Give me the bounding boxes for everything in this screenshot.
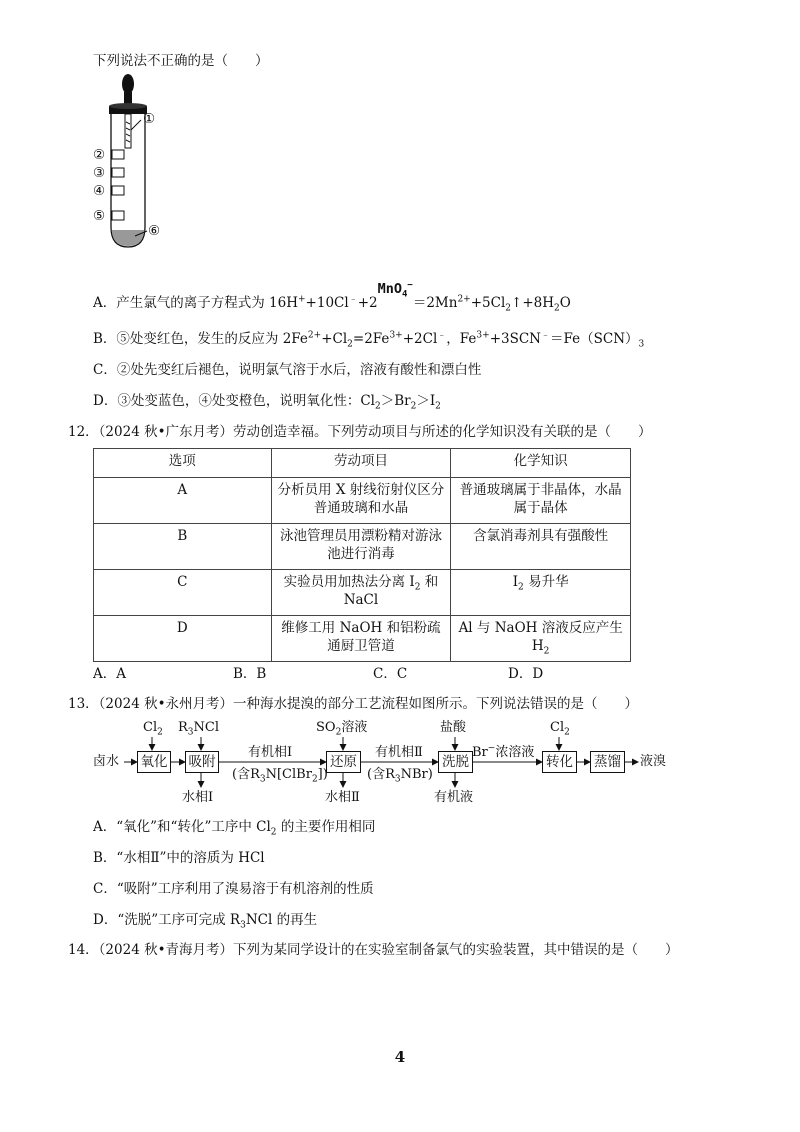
flow-org1-note: (含$R_3N[ClBr_2]$) — [232, 767, 328, 785]
flow-arrows — [0, 715, 800, 810]
flow-end: 液溴 — [640, 754, 667, 769]
flow-box-elution: 洗脱 — [438, 751, 473, 773]
label-5: ⑤ — [93, 208, 106, 224]
flow-hcl: 盐酸 — [440, 720, 467, 735]
q12-table — [93, 448, 631, 662]
flow-org2-note: (含$R_3NBr$) — [367, 767, 433, 785]
page-number: 4 — [394, 1048, 406, 1066]
q11-option-d: D．③处变蓝色，④处变橙色，说明氧化性：$Cl_2>Br_2>I_2$ — [93, 393, 441, 412]
flow-org1: 有机相Ⅰ — [248, 745, 293, 760]
q12-answer-a: A．A — [93, 666, 126, 682]
table-header: 劳动项目 — [271, 449, 451, 478]
table-header: 选项 — [94, 449, 272, 478]
q13-option-b: B．“水相Ⅱ”中的溶质为 HCl — [93, 850, 265, 866]
flow-start: 卤水 — [93, 754, 120, 769]
flow-org2: 有机相Ⅱ — [375, 745, 423, 760]
label-1: ① — [143, 111, 156, 127]
table-header-row — [94, 449, 631, 478]
table-row — [94, 616, 631, 662]
q14-stem: 14．（2024 秋•青海月考）下列为某同学设计的在实验室制备氯气的实验装置，其中错误的是（ ） — [68, 942, 679, 958]
flow-box-distillation: 蒸馏 — [590, 751, 625, 773]
flow-box-reduction: 还原 — [326, 751, 361, 773]
q11-option-b: B．⑤处变红色，发生的反应为 $2Fe^{2+}+Cl_2=2Fe^{3+}+2Cl^﹣$，$Fe^{3+}+3SCN^﹣=Fe(SCN)_3$ — [93, 330, 645, 350]
label-6: ⑥ — [148, 223, 161, 239]
flow-r3ncl: $R_3NCl$ — [178, 720, 220, 738]
q12-answer-b: B．B — [233, 666, 267, 682]
q11-option-c: C．②处先变红后褪色，说明氯气溶于水后，溶液有酸性和漂白性 — [93, 362, 482, 378]
table-cell: B — [94, 524, 272, 570]
table-cell: 泳池管理员用漂粉精对游泳池进行消毒 — [271, 524, 451, 570]
table-cell: C — [94, 570, 272, 616]
q13-option-d: D．“洗脱”工序可完成 $R_3NCl$ 的再生 — [93, 912, 318, 931]
q12-answer-d: D．D — [508, 666, 544, 682]
flow-water2: 水相Ⅱ — [325, 790, 360, 805]
flow-cl2-2: $Cl_2$ — [550, 720, 570, 738]
table-cell: 维修工用 NaOH 和铝粉疏通厨卫管道 — [271, 616, 451, 662]
flow-cl2-1: $Cl_2$ — [143, 720, 163, 738]
table-row — [94, 570, 631, 616]
q12-answer-c: C．C — [373, 666, 408, 682]
q13-stem: 13．（2024 秋•永州月考）一种海水提溴的部分工艺流程如图所示。下列说法错误的是（ ） — [68, 696, 639, 712]
table-cell: 普通玻璃属于非晶体，水晶属于晶体 — [451, 478, 631, 524]
q13-option-c: C．“吸附”工序利用了溴易溶于有机溶剂的性质 — [93, 881, 374, 897]
flow-water1: 水相Ⅰ — [182, 790, 214, 805]
label-4: ④ — [93, 183, 106, 199]
label-3: ③ — [93, 165, 106, 181]
flow-br-solution: Br−浓溶液 — [472, 743, 535, 760]
table-row — [94, 478, 631, 524]
table-cell: A — [94, 478, 272, 524]
label-2: ② — [93, 147, 106, 163]
table-header: 化学知识 — [451, 449, 631, 478]
flow-box-adsorption: 吸附 — [185, 751, 219, 773]
q11-option-a: A．产生氯气的离子方程式为 $16H^++10Cl^﹣+2MnO_4^-=2Mn^{2+}+5Cl_2↑+8H_2O$ — [93, 280, 571, 314]
flow-so2: $SO_2$溶液 — [316, 720, 368, 738]
flow-box-conversion: 转化 — [542, 751, 577, 773]
table-cell: 实验员用加热法分离 $I_2$ 和 NaCl — [271, 570, 451, 616]
q11-stem: 下列说法不正确的是（ ） — [93, 53, 269, 69]
table-cell: D — [94, 616, 272, 662]
table-cell: $I_2$ 易升华 — [451, 570, 631, 616]
flow-organic: 有机液 — [434, 790, 474, 805]
q13-option-a: A．“氧化”和“转化”工序中 $Cl_2$ 的主要作用相同 — [93, 819, 376, 838]
q12-stem: 12．（2024 秋•广东月考）劳动创造幸福。下列劳动项目与所述的化学知识没有关联的是（ ） — [68, 424, 652, 440]
table-cell: Al 与 NaOH 溶液反应产生 $H_2$ — [451, 616, 631, 662]
table-cell: 含氯消毒剂具有强酸性 — [451, 524, 631, 570]
table-cell: 分析员用 X 射线衍射仪区分普通玻璃和水晶 — [271, 478, 451, 524]
flow-box-oxidation: 氧化 — [137, 751, 171, 773]
table-row — [94, 524, 631, 570]
